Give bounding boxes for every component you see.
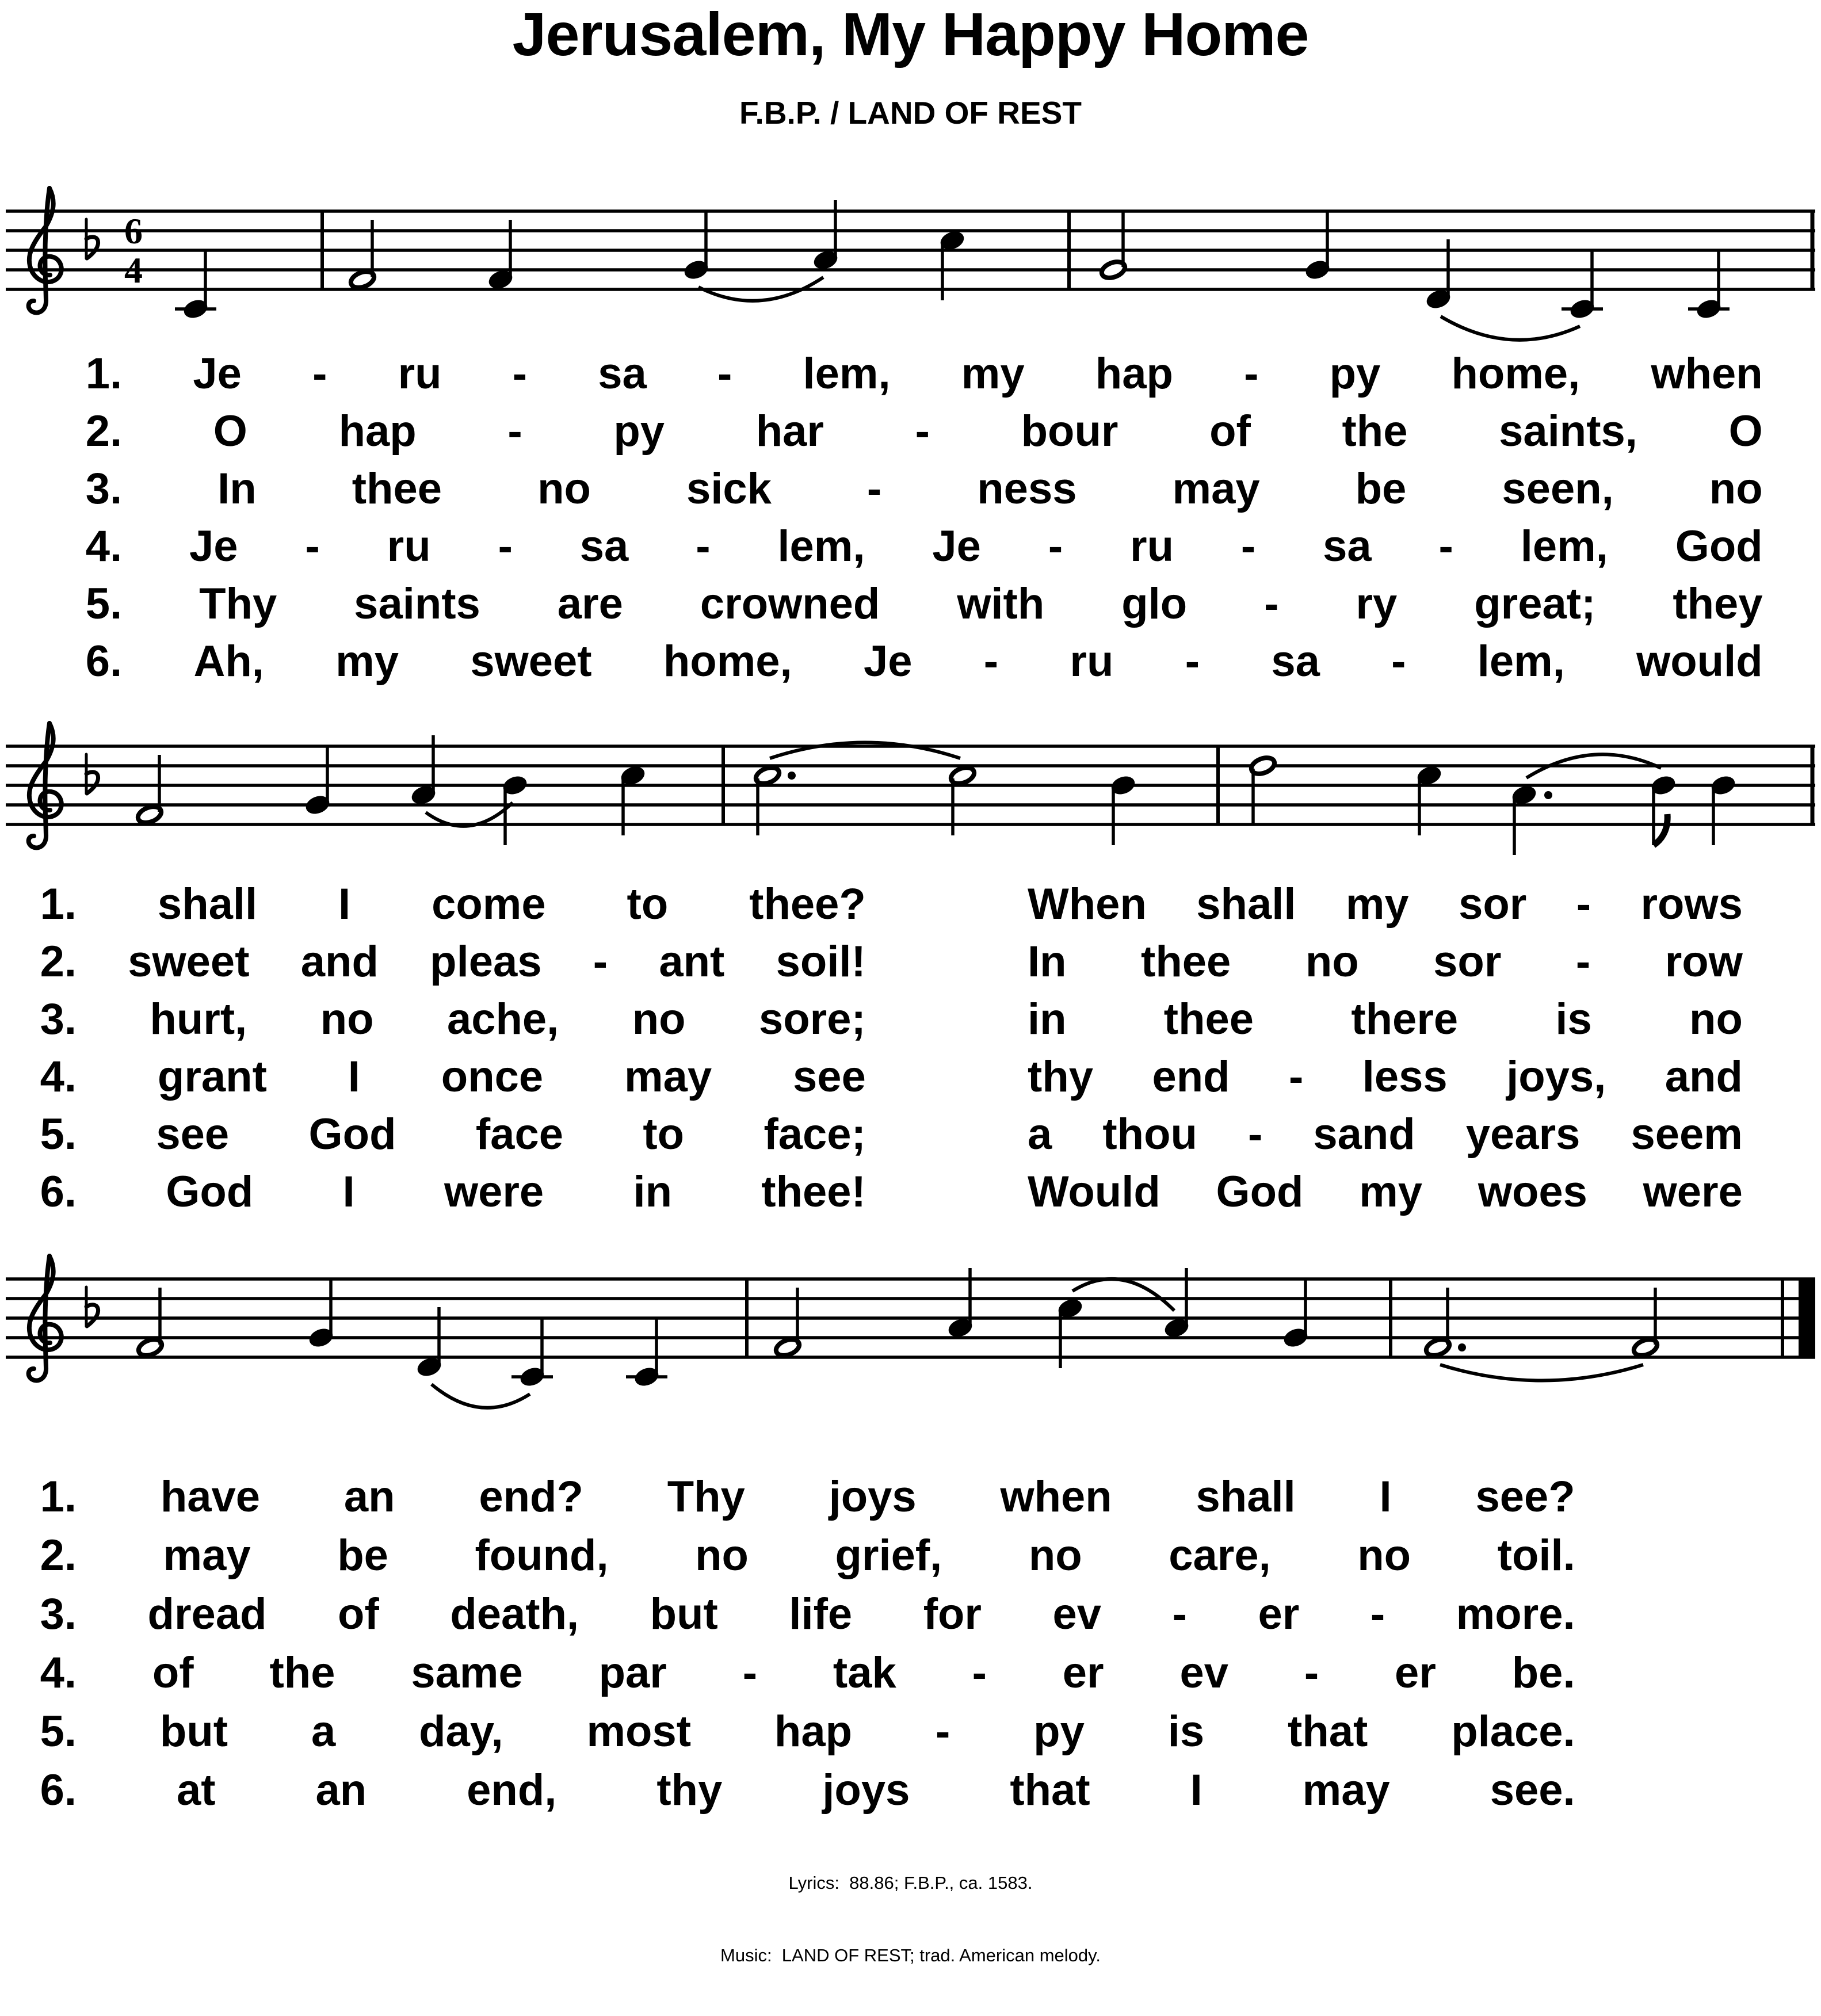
lyric-syllable: O bbox=[213, 407, 247, 456]
lyric-syllable: - bbox=[312, 349, 327, 398]
lyric-syllable: saints bbox=[354, 579, 480, 628]
lyric-syllable: of bbox=[1209, 407, 1251, 456]
lyric-syllable: home, bbox=[1451, 349, 1581, 398]
lyric-syllable: to bbox=[643, 1110, 685, 1159]
lyric-syllable: - bbox=[742, 1648, 758, 1697]
lyric-syllable: joys bbox=[829, 1472, 917, 1521]
lyric-line bbox=[40, 933, 1743, 991]
lyric-syllable: I bbox=[1379, 1472, 1392, 1521]
lyric-syllable: day, bbox=[419, 1707, 503, 1756]
lyric-line bbox=[40, 1644, 1575, 1702]
lyric-syllable: with bbox=[957, 579, 1045, 628]
lyric-syllable: end? bbox=[479, 1472, 583, 1521]
lyric-line bbox=[86, 575, 1763, 633]
lyric-syllable: sor bbox=[1459, 880, 1527, 929]
music-staff-2 bbox=[0, 712, 1821, 884]
lyric-syllable: py bbox=[613, 407, 665, 456]
lyric-syllable: face bbox=[475, 1110, 563, 1159]
note-A4 bbox=[1510, 783, 1552, 855]
lyric-syllable: most bbox=[586, 1707, 692, 1756]
lyric-syllable: seen, bbox=[1502, 464, 1614, 513]
lyric-syllable: O bbox=[1728, 407, 1763, 456]
lyric-syllable: Would bbox=[1028, 1167, 1160, 1216]
lyric-syllable: - bbox=[1172, 1590, 1187, 1639]
verse-number: 4. bbox=[40, 1052, 77, 1101]
lyric-syllable: may bbox=[163, 1531, 251, 1580]
lyric-syllable: is bbox=[1167, 1707, 1205, 1756]
lyric-syllable: grant bbox=[157, 1052, 267, 1101]
lyric-syllable: - bbox=[1370, 1590, 1385, 1639]
lyric-phrase-left bbox=[40, 876, 866, 933]
note-D5 bbox=[1249, 755, 1277, 826]
lyric-syllable: sa bbox=[1271, 637, 1320, 686]
lyric-syllable: may bbox=[624, 1052, 712, 1101]
lyric-syllable: have bbox=[160, 1472, 261, 1521]
note-G4 bbox=[307, 1278, 335, 1350]
lyric-syllable: dread bbox=[147, 1590, 267, 1639]
note-G4 bbox=[682, 210, 711, 282]
lyric-syllable: bour bbox=[1021, 407, 1118, 456]
lyric-syllable: lem, bbox=[777, 522, 865, 571]
note-C4 bbox=[1688, 249, 1730, 321]
lyric-syllable: ru bbox=[1070, 637, 1114, 686]
note-dot bbox=[788, 772, 796, 780]
lyric-syllable: God bbox=[166, 1167, 254, 1216]
lyric-syllable: crowned bbox=[700, 579, 880, 628]
note-dot bbox=[1458, 1343, 1466, 1351]
lyric-syllable: - bbox=[1575, 937, 1591, 986]
note-dot bbox=[1544, 791, 1552, 799]
lyric-syllable: to bbox=[627, 880, 669, 929]
slur bbox=[1072, 1279, 1174, 1311]
lyric-syllable: end bbox=[1152, 1052, 1230, 1101]
lyric-syllable: Je bbox=[189, 522, 238, 571]
lyric-syllable: - bbox=[915, 407, 930, 456]
verse-number: 2. bbox=[40, 1531, 77, 1580]
verse-number: 5. bbox=[40, 1707, 77, 1756]
lyric-line bbox=[40, 1106, 1743, 1163]
lyric-syllable: see? bbox=[1475, 1472, 1575, 1521]
verse-number: 2. bbox=[40, 937, 77, 986]
lyric-syllable: of bbox=[338, 1590, 379, 1639]
lyric-phrase-left bbox=[40, 1106, 866, 1163]
lyric-syllable: no bbox=[320, 995, 374, 1044]
lyric-syllable: - bbox=[512, 349, 528, 398]
lyric-syllable: an bbox=[343, 1472, 395, 1521]
note-C4 bbox=[175, 249, 216, 321]
lyric-syllable: sa bbox=[579, 522, 629, 571]
lyric-syllable: no bbox=[1357, 1531, 1411, 1580]
verse-number: 1. bbox=[40, 880, 77, 929]
lyric-syllable: care, bbox=[1169, 1531, 1271, 1580]
lyric-syllable: at bbox=[176, 1766, 216, 1815]
note-Bb4 bbox=[1109, 773, 1137, 845]
lyric-phrase-right bbox=[1028, 991, 1743, 1048]
lyric-syllable: thou bbox=[1102, 1110, 1197, 1159]
lyric-syllable: har bbox=[755, 407, 824, 456]
verse-number: 5. bbox=[40, 1110, 77, 1159]
lyric-syllable: when bbox=[1651, 349, 1763, 398]
lyric-line bbox=[40, 1468, 1575, 1526]
note-C4 bbox=[1562, 249, 1603, 321]
lyric-syllable: When bbox=[1028, 880, 1147, 929]
lyric-syllable: see bbox=[156, 1110, 230, 1159]
lyric-syllable: - bbox=[1247, 1110, 1263, 1159]
lyric-syllable: of bbox=[152, 1648, 194, 1697]
lyric-syllable: Ah, bbox=[193, 637, 264, 686]
lyric-syllable: sor bbox=[1433, 937, 1502, 986]
lyric-syllable: may bbox=[1172, 464, 1260, 513]
lyric-syllable: God bbox=[308, 1110, 396, 1159]
lyric-syllable: er bbox=[1395, 1648, 1436, 1697]
lyric-line bbox=[86, 460, 1763, 518]
lyric-syllable: sore; bbox=[758, 995, 866, 1044]
lyric-syllable: be bbox=[1355, 464, 1407, 513]
lyric-syllable: lem, bbox=[1477, 637, 1565, 686]
lyric-syllable: no bbox=[695, 1531, 749, 1580]
lyric-syllable: place. bbox=[1451, 1707, 1575, 1756]
lyric-syllable: would bbox=[1636, 637, 1763, 686]
note-Bb4 bbox=[1649, 773, 1678, 845]
lyric-syllable: and bbox=[300, 937, 379, 986]
lyric-syllable: glo bbox=[1121, 579, 1188, 628]
lyric-syllable: - bbox=[696, 522, 711, 571]
lyric-syllable: a bbox=[311, 1707, 336, 1756]
lyric-syllable: no bbox=[632, 995, 686, 1044]
lyric-syllable: ness bbox=[977, 464, 1077, 513]
music-staff-1 bbox=[0, 177, 1821, 349]
lyric-syllable: once bbox=[441, 1052, 544, 1101]
lyric-syllable: lem, bbox=[1520, 522, 1608, 571]
lyric-syllable: no bbox=[537, 464, 591, 513]
lyric-syllable: thee? bbox=[749, 880, 866, 929]
svg-text:4: 4 bbox=[124, 250, 143, 291]
lyric-syllable: sweet bbox=[128, 937, 250, 986]
lyric-line bbox=[40, 1586, 1575, 1643]
lyric-syllable: ache, bbox=[446, 995, 559, 1044]
lyric-phrase-left bbox=[40, 933, 866, 991]
page-subtitle: F.B.P. / LAND OF REST bbox=[739, 95, 1082, 131]
lyric-syllable: but bbox=[159, 1707, 228, 1756]
lyric-syllable: - bbox=[498, 522, 513, 571]
lyric-line bbox=[40, 1163, 1743, 1221]
lyric-syllable: that bbox=[1288, 1707, 1368, 1756]
lyric-syllable: my bbox=[1345, 880, 1409, 929]
lyric-syllable: ry bbox=[1356, 579, 1398, 628]
lyric-syllable: lem, bbox=[803, 349, 891, 398]
lyric-phrase-right bbox=[1028, 1048, 1743, 1106]
lyric-syllable: thee bbox=[1141, 937, 1231, 986]
lyric-syllable: ru bbox=[398, 349, 442, 398]
lyric-phrase-left bbox=[40, 991, 866, 1048]
lyric-syllable: sa bbox=[1323, 522, 1372, 571]
verse-number: 2. bbox=[85, 407, 123, 456]
lyric-syllable: are bbox=[557, 579, 623, 628]
lyric-syllable: my bbox=[335, 637, 399, 686]
lyric-line bbox=[86, 518, 1763, 575]
lyric-phrase-right bbox=[1028, 933, 1743, 991]
lyric-line bbox=[40, 1703, 1575, 1761]
lyric-syllable: seem bbox=[1631, 1110, 1743, 1159]
lyric-line bbox=[40, 1527, 1575, 1584]
lyric-syllable: but bbox=[650, 1590, 718, 1639]
note-G4 bbox=[1281, 1278, 1310, 1350]
lyric-syllable: sick bbox=[686, 464, 772, 513]
lyric-syllable: same bbox=[411, 1648, 523, 1697]
lyric-line bbox=[86, 633, 1763, 690]
lyric-syllable: - bbox=[717, 349, 732, 398]
lyric-syllable: may bbox=[1302, 1766, 1390, 1815]
lyric-syllable: my bbox=[961, 349, 1025, 398]
lyric-syllable: in bbox=[633, 1167, 673, 1216]
verse-number: 1. bbox=[40, 1472, 77, 1521]
lyric-syllable: - bbox=[1438, 522, 1453, 571]
time-signature bbox=[124, 211, 143, 291]
lyric-syllable: - bbox=[1264, 579, 1279, 628]
verse-number: 4. bbox=[85, 522, 123, 571]
lyric-syllable: er bbox=[1258, 1590, 1300, 1639]
lyric-phrase-left bbox=[40, 1163, 866, 1221]
slur bbox=[432, 1384, 530, 1408]
lyric-syllable: py bbox=[1033, 1707, 1085, 1756]
eighth-flag bbox=[1654, 814, 1667, 845]
lyric-syllable: In bbox=[1028, 937, 1067, 986]
verse-number: 5. bbox=[85, 579, 123, 628]
lyric-syllable: Thy bbox=[199, 579, 277, 628]
lyric-line bbox=[86, 403, 1763, 460]
music-credit: Music: LAND OF REST; trad. American melody. bbox=[720, 1945, 1101, 1965]
lyric-syllable: shall bbox=[1196, 880, 1296, 929]
flat-sign bbox=[86, 219, 98, 258]
lyric-syllable: - bbox=[1304, 1648, 1319, 1697]
lyric-line bbox=[40, 876, 1743, 933]
lyric-syllable: God bbox=[1216, 1167, 1304, 1216]
lyric-line bbox=[40, 1762, 1575, 1819]
lyric-syllable: I bbox=[1190, 1766, 1202, 1815]
lyric-syllable: joys bbox=[822, 1766, 910, 1815]
lyric-syllable: is bbox=[1555, 995, 1592, 1044]
lyric-syllable: be bbox=[337, 1531, 388, 1580]
verse-number: 6. bbox=[85, 637, 123, 686]
lyric-syllable: shall bbox=[1196, 1472, 1296, 1521]
lyric-phrase-right bbox=[1028, 876, 1743, 933]
lyric-syllable: see bbox=[793, 1052, 866, 1101]
lyric-syllable: woes bbox=[1478, 1167, 1587, 1216]
lyric-syllable: home, bbox=[663, 637, 792, 686]
lyric-syllable: my bbox=[1359, 1167, 1423, 1216]
verse-number: 3. bbox=[85, 464, 123, 513]
note-C4 bbox=[626, 1317, 667, 1389]
lyric-syllable: row bbox=[1665, 937, 1743, 986]
verse-number: 3. bbox=[40, 1590, 77, 1639]
lyric-syllable: come bbox=[432, 880, 546, 929]
lyric-syllable: thy bbox=[1028, 1052, 1094, 1101]
lyric-syllable: hap bbox=[774, 1707, 853, 1756]
lyric-syllable: years bbox=[1465, 1110, 1581, 1159]
lyric-syllable: the bbox=[1342, 407, 1408, 456]
lyric-syllable: they bbox=[1673, 579, 1763, 628]
lyric-syllable: - bbox=[1048, 522, 1063, 571]
slur bbox=[1441, 316, 1580, 340]
lyric-syllable: saints, bbox=[1499, 407, 1637, 456]
lyric-syllable: - bbox=[1289, 1052, 1304, 1101]
lyric-syllable: death, bbox=[450, 1590, 579, 1639]
lyric-syllable: - bbox=[1576, 880, 1591, 929]
credits-footer bbox=[0, 1823, 1821, 2016]
lyric-syllable: Thy bbox=[667, 1472, 745, 1521]
lyric-syllable: no bbox=[1028, 1531, 1082, 1580]
svg-text:6: 6 bbox=[124, 211, 143, 251]
lyric-syllable: were bbox=[444, 1167, 544, 1216]
lyric-syllable: ev bbox=[1052, 1590, 1102, 1639]
lyric-syllable: - bbox=[507, 407, 522, 456]
lyric-phrase-left bbox=[40, 1048, 866, 1106]
lyric-syllable: shall bbox=[157, 880, 258, 929]
lyric-syllable: see. bbox=[1490, 1766, 1575, 1815]
lyric-syllable: no bbox=[1709, 464, 1763, 513]
lyric-syllable: and bbox=[1665, 1052, 1743, 1101]
verse-number: 1. bbox=[85, 349, 123, 398]
lyric-syllable: ev bbox=[1179, 1648, 1229, 1697]
lyric-syllable: ru bbox=[1130, 522, 1174, 571]
lyric-syllable: - bbox=[305, 522, 320, 571]
lyric-syllable: God bbox=[1675, 522, 1763, 571]
lyric-syllable: py bbox=[1329, 349, 1381, 398]
lyric-syllable: Je bbox=[193, 349, 242, 398]
lyric-syllable: - bbox=[1185, 637, 1200, 686]
lyric-syllable: par bbox=[598, 1648, 667, 1697]
lyric-syllable: tak bbox=[833, 1648, 896, 1697]
note-Bb4 bbox=[1709, 773, 1738, 845]
lyric-syllable: hap bbox=[1095, 349, 1173, 398]
lyric-syllable: face; bbox=[763, 1110, 866, 1159]
lyric-syllable: - bbox=[983, 637, 999, 686]
lyric-line bbox=[40, 1048, 1743, 1106]
lyric-syllable: ant bbox=[659, 937, 725, 986]
music-staff-3 bbox=[0, 1244, 1821, 1417]
lyric-syllable: In bbox=[217, 464, 257, 513]
lyric-syllable: when bbox=[1000, 1472, 1112, 1521]
lyric-syllable: I bbox=[342, 1167, 355, 1216]
lyric-syllable: hap bbox=[338, 407, 417, 456]
lyric-syllable: thee bbox=[1163, 995, 1254, 1044]
lyric-syllable: soil! bbox=[776, 937, 866, 986]
note-G4 bbox=[1303, 210, 1332, 282]
lyric-syllable: joys, bbox=[1506, 1052, 1606, 1101]
lyric-syllable: in bbox=[1028, 995, 1067, 1044]
lyric-syllable: - bbox=[1391, 637, 1406, 686]
verse-number: 6. bbox=[40, 1766, 77, 1815]
lyric-line bbox=[86, 345, 1763, 403]
lyric-syllable: - bbox=[1244, 349, 1259, 398]
verse-number: 3. bbox=[40, 995, 77, 1044]
lyric-syllable: I bbox=[338, 880, 351, 929]
verse-number: 4. bbox=[40, 1648, 77, 1697]
lyric-syllable: sa bbox=[598, 349, 647, 398]
lyric-phrase-right bbox=[1028, 1106, 1743, 1163]
lyric-syllable: thee bbox=[352, 464, 442, 513]
lyric-syllable: for bbox=[923, 1590, 982, 1639]
lyric-syllable: great; bbox=[1474, 579, 1596, 628]
lyric-syllable: hurt, bbox=[150, 995, 247, 1044]
lyrics-credit: Lyrics: 88.86; F.B.P., ca. 1583. bbox=[788, 1873, 1033, 1893]
lyric-syllable: sweet bbox=[470, 637, 592, 686]
lyric-syllable: the bbox=[269, 1648, 335, 1697]
lyric-syllable: - bbox=[935, 1707, 950, 1756]
final-barline-thick bbox=[1799, 1279, 1815, 1357]
lyric-syllable: less bbox=[1362, 1052, 1448, 1101]
note-G4 bbox=[1100, 210, 1127, 281]
lyric-phrase-right bbox=[1028, 1163, 1743, 1221]
lyric-syllable: Je bbox=[863, 637, 913, 686]
slur bbox=[1440, 1365, 1643, 1381]
lyric-syllable: toil. bbox=[1497, 1531, 1575, 1580]
flat-sign bbox=[86, 1287, 98, 1326]
note-G4 bbox=[303, 745, 332, 817]
lyric-syllable: no bbox=[1305, 937, 1359, 986]
lyric-syllable: pleas bbox=[430, 937, 542, 986]
verse-number: 6. bbox=[40, 1167, 77, 1216]
lyric-syllable: er bbox=[1062, 1648, 1104, 1697]
lyric-syllable: end, bbox=[467, 1766, 557, 1815]
lyric-syllable: be. bbox=[1511, 1648, 1575, 1697]
lyric-syllable: an bbox=[315, 1766, 367, 1815]
lyric-syllable: grief, bbox=[835, 1531, 942, 1580]
lyric-syllable: thy bbox=[656, 1766, 723, 1815]
lyric-syllable: life bbox=[789, 1590, 853, 1639]
lyric-syllable: rows bbox=[1640, 880, 1743, 929]
lyric-syllable: a bbox=[1028, 1110, 1052, 1159]
lyric-syllable: thee! bbox=[761, 1167, 866, 1216]
lyric-line bbox=[40, 991, 1743, 1048]
lyric-syllable: - bbox=[1240, 522, 1256, 571]
lyric-syllable: that bbox=[1010, 1766, 1090, 1815]
flat-sign bbox=[86, 754, 98, 793]
lyric-syllable: - bbox=[972, 1648, 987, 1697]
note-C4 bbox=[511, 1317, 553, 1389]
lyric-syllable: were bbox=[1643, 1167, 1743, 1216]
lyric-syllable: - bbox=[593, 937, 608, 986]
lyric-syllable: there bbox=[1351, 995, 1459, 1044]
lyric-syllable: - bbox=[866, 464, 882, 513]
lyric-syllable: Je bbox=[932, 522, 981, 571]
lyric-syllable: more. bbox=[1456, 1590, 1575, 1639]
lyric-syllable: no bbox=[1689, 995, 1743, 1044]
lyric-syllable: found, bbox=[475, 1531, 609, 1580]
page-title: Jerusalem, My Happy Home bbox=[512, 1, 1309, 68]
lyric-syllable: ru bbox=[387, 522, 431, 571]
lyric-syllable: sand bbox=[1313, 1110, 1415, 1159]
lyric-syllable: I bbox=[348, 1052, 360, 1101]
